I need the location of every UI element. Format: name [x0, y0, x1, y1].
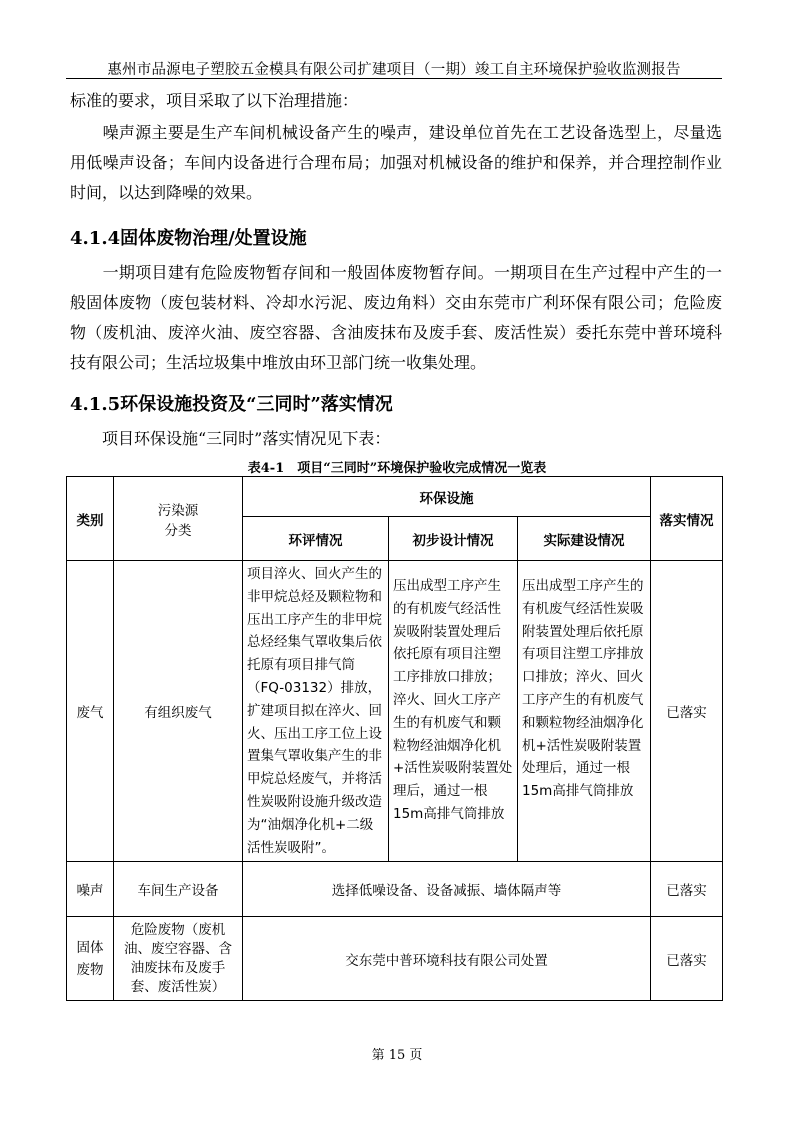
header-category: 类别: [67, 477, 114, 561]
paragraph-table-intro: 项目环保设施“三同时”落实情况见下表：: [70, 429, 391, 448]
header-rule: [66, 78, 722, 79]
three-simultaneous-table: [66, 476, 723, 1001]
header-source: 污染源 分类: [114, 477, 243, 561]
page-number: 第 15 页: [371, 1048, 423, 1063]
table-row: [67, 561, 723, 862]
header-eia: 环评情况: [243, 517, 389, 561]
paragraph-noise: 噪声源主要是生产车间机械设备产生的噪声，建设单位首先在工艺设备选型上，尽量选用低噪声设备；车间内设备进行合理布局；加强对机械设备的维护和保养，并合理控制作业时间，以达到降噪的效果。: [70, 123, 722, 202]
header-design: 初步设计情况: [389, 517, 518, 561]
table-row: [67, 862, 723, 917]
cell-facility: 交东莞中普环境科技有限公司处置: [243, 917, 651, 1001]
table-row: [67, 917, 723, 1001]
cell-actual: 压出成型工序产生的有机废气经活性炭吸附装置处理后依托原有项目注塑工序排放口排放；淬火、回火工序产生的有机废气和颗粒物经油烟净化机+活性炭吸附装置处理后，通过一根15m高排气筒排放: [518, 561, 651, 862]
paragraph-intro: 标准的要求，项目采取了以下治理措施：: [70, 91, 359, 110]
header-status: 落实情况: [651, 477, 723, 561]
cell-category: 废气: [67, 561, 114, 862]
cell-source: 危险废物（废机油、废空容器、含油废抹布及废手套、废活性炭）: [114, 917, 243, 1001]
cell-design: 压出成型工序产生的有机废气经活性炭吸附装置处理后依托原有项目注塑工序排放口排放；淬火、回火工序产生的有机废气和颗粒物经油烟净化机+活性炭吸附装置处理后，通过一根15m高排气筒排放: [389, 561, 518, 862]
cell-status: 已落实: [651, 561, 723, 862]
section-heading-solid-waste: 4.1.4固体废物治理/处置设施: [70, 228, 307, 249]
cell-source: 有组织废气: [114, 561, 243, 862]
cell-category: 固体 废物: [67, 917, 114, 1001]
cell-status: 已落实: [651, 862, 723, 917]
table-caption: 表4-1 项目“三同时”环境保护验收完成情况一览表: [247, 461, 547, 476]
document-header: 惠州市品源电子塑胶五金模具有限公司扩建项目（一期）竣工自主环境保护验收监测报告: [107, 62, 681, 78]
paragraph-solid-waste: 一期项目建有危险废物暂存间和一般固体废物暂存间。一期项目在生产过程中产生的一般固体废物（废包装材料、冷却水污泥、废边角料）交由东莞市广利环保有限公司；危险废物（废机油、废淬火油、废空容器、含油废抹布及废手套、废活性炭）委托东莞中普环境科技有限公司；生活垃圾集中堆放由环卫部门统一收集处理。: [70, 263, 722, 372]
cell-category: 噪声: [67, 862, 114, 917]
header-actual: 实际建设情况: [518, 517, 651, 561]
cell-source: 车间生产设备: [114, 862, 243, 917]
section-heading-investment: 4.1.5环保设施投资及“三同时”落实情况: [70, 394, 393, 415]
cell-facility: 选择低噪设备、设备减振、墙体隔声等: [243, 862, 651, 917]
cell-status: 已落实: [651, 917, 723, 1001]
cell-eia: 项目淬火、回火产生的非甲烷总烃及颗粒物和压出工序产生的非甲烷总烃经集气罩收集后依托原有项目排气筒（FQ-03132）排放，扩建项目拟在淬火、回火、压出工序工位上设置集气罩收集产生的非甲烷总烃废气，并将活性炭吸附设施升级改造为“油烟净化机+二级活性炭吸附”。: [243, 561, 389, 862]
header-facility: 环保设施: [243, 477, 651, 517]
